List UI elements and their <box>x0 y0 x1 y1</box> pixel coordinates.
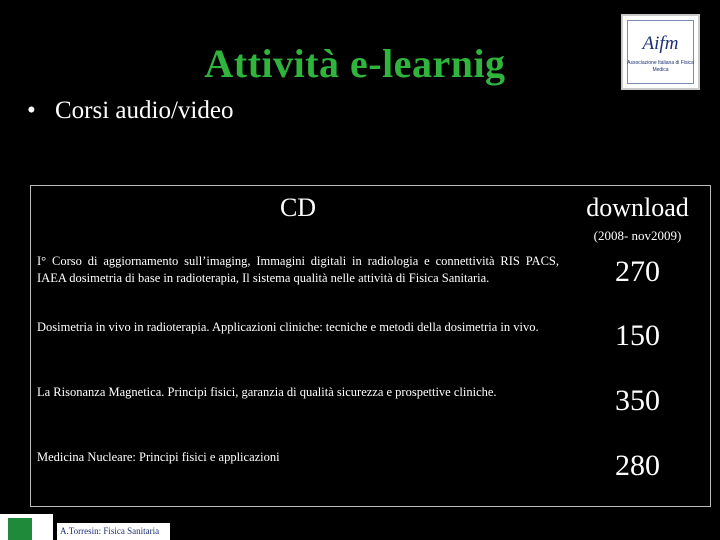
footer-logo-mark <box>8 518 32 540</box>
footer-text: A.Torresin: Fisica Sanitaria <box>57 523 170 540</box>
download-count: 350 <box>615 384 660 417</box>
course-name: Dosimetria in vivo in radioterapia. Applicazioni cliniche: tecniche e metodi della dosimetria in vivo. <box>37 320 539 334</box>
course-name: La Risonanza Magnetica. Principi fisici, garanzia di qualità sicurezza e prospettive cliniche. <box>37 385 497 399</box>
aifm-logo <box>621 14 700 90</box>
courses-table <box>30 185 711 507</box>
download-count: 280 <box>615 449 660 482</box>
header-download: download <box>586 193 689 222</box>
header-cd: CD <box>279 193 317 222</box>
bullet-text: Corsi audio/video <box>55 97 234 124</box>
download-count: 150 <box>615 319 660 352</box>
bullet-item <box>27 96 233 126</box>
slide-title: Attività e-learnig <box>204 41 506 86</box>
course-name: Medicina Nucleare: Principi fisici e applicazioni <box>37 450 280 464</box>
download-count: 270 <box>615 255 660 288</box>
footer-logo <box>0 514 53 540</box>
course-name: I° Corso di aggiornamento sull’imaging, Immagini digitali in radiologia e connettività RIS PACS, IAEA dosimetria di base in radioterapia, Il sistema qualità nelle attività di Fisica Sanitaria. <box>37 254 559 285</box>
bullet-marker: • <box>27 97 36 124</box>
logo-text: Aifm <box>642 33 679 54</box>
header-period: (2008- nov2009) <box>593 228 682 243</box>
logo-subtitle: Associazione Italiana di Fisica Medica <box>627 60 694 73</box>
